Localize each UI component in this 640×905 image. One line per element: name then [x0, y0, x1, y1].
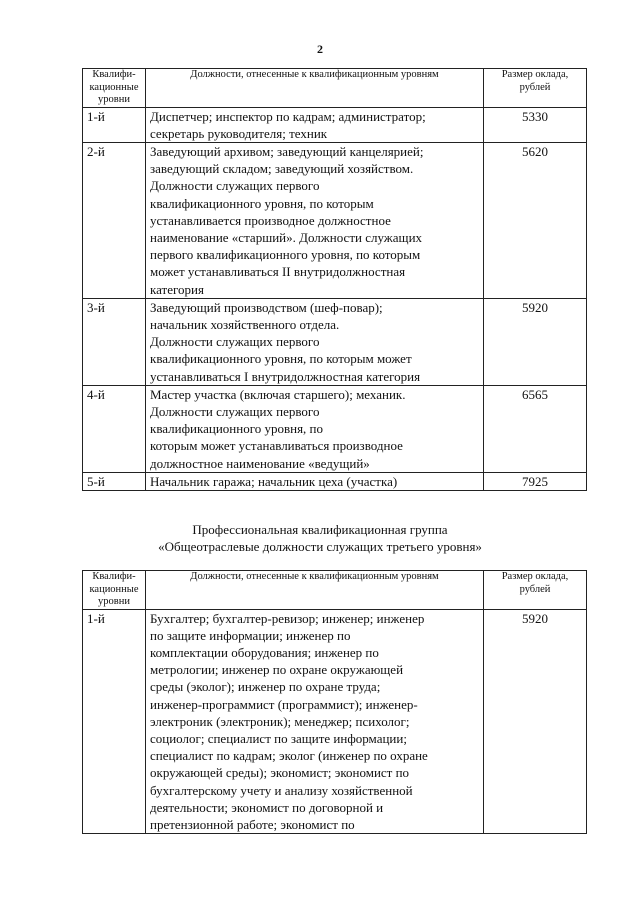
salary-cell: 5920 — [484, 609, 587, 834]
table-row — [83, 609, 587, 834]
positions-line: среды (эколог); инженер по охране труда; — [150, 679, 381, 695]
positions-line: бухгалтерскому учету и анализу хозяйственной — [150, 782, 413, 798]
positions-line: квалификационного уровня, по которым — [150, 195, 374, 211]
salary-cell: 7925 — [484, 472, 587, 490]
positions-line: должностное наименование «ведущий» — [150, 455, 370, 471]
table-row — [83, 472, 587, 490]
positions-cell — [146, 142, 484, 298]
positions-line: может устанавливаться II внутридолжностная — [150, 264, 406, 280]
positions-line: заведующий складом; заведующий хозяйством. — [150, 161, 414, 177]
positions-line: Заведующий архивом; заведующий канцелярией; — [150, 143, 424, 159]
positions-cell — [146, 609, 484, 834]
positions-line: Диспетчер; инспектор по кадрам; администратор; — [150, 108, 426, 124]
group-title-line-1: Профессиональная квалификационная группа — [192, 522, 448, 537]
positions-line: метрологии; инженер по охране окружающей — [150, 662, 404, 678]
table-header-row — [83, 571, 587, 610]
qualification-table-1 — [82, 68, 587, 491]
salary-cell: 5920 — [484, 298, 587, 385]
positions-line: начальник хозяйственного отдела. — [150, 316, 340, 332]
group-title-line-2: «Общеотраслевые должности служащих третьего уровня» — [158, 539, 482, 554]
positions-line: которым может устанавливаться производное — [150, 438, 403, 454]
positions-cell — [146, 107, 484, 142]
positions-line: электроник (электроник); менеджер; психолог; — [150, 713, 410, 729]
positions-line: Должности служащих первого — [150, 334, 320, 350]
positions-cell — [146, 385, 484, 472]
positions-cell — [146, 298, 484, 385]
level-cell: 4-й — [83, 385, 146, 472]
level-cell: 3-й — [83, 298, 146, 385]
level-cell: 2-й — [83, 142, 146, 298]
header-salary: Размер оклада, рублей — [484, 571, 587, 610]
table-row — [83, 107, 587, 142]
table-header-row — [83, 69, 587, 108]
positions-line: инженер-программист (программист); инженер- — [150, 696, 418, 712]
positions-line: наименование «старший». Должности служащих — [150, 229, 423, 245]
page-number: 2 — [317, 42, 323, 56]
positions-line: первого квалификационного уровня, по которым — [150, 247, 421, 263]
level-cell: 1-й — [83, 107, 146, 142]
positions-line: устанавливается производное должностное — [150, 212, 391, 228]
positions-line: социолог; специалист по защите информации; — [150, 730, 407, 746]
header-level: Квалифи- кационные уровни — [83, 69, 146, 108]
positions-line: Должности служащих первого — [150, 178, 320, 194]
level-cell: 5-й — [83, 472, 146, 490]
positions-line: Должности служащих первого — [150, 403, 320, 419]
header-positions: Должности, отнесенные к квалификационным уровням — [146, 571, 484, 610]
header-level: Квалифи- кационные уровни — [83, 571, 146, 610]
group-title — [0, 521, 640, 555]
level-cell: 1-й — [83, 609, 146, 834]
positions-line: Мастер участка (включая старшего); механик. — [150, 386, 406, 402]
positions-line: Бухгалтер; бухгалтер-ревизор; инженер; инженер — [150, 610, 425, 626]
positions-line: Начальник гаража; начальник цеха (участка) — [150, 473, 398, 489]
positions-line: комплектации оборудования; инженер по — [150, 644, 379, 660]
table-row — [83, 385, 587, 472]
positions-cell — [146, 472, 484, 490]
salary-cell: 6565 — [484, 385, 587, 472]
positions-line: квалификационного уровня, по которым может — [150, 351, 412, 367]
positions-line: устанавливаться I внутридолжностная категория — [150, 368, 421, 384]
positions-line: квалификационного уровня, по — [150, 421, 323, 437]
positions-line: претензионной работе; экономист по — [150, 816, 355, 832]
positions-line: окружающей среды); экономист; экономист по — [150, 765, 410, 781]
header-salary: Размер оклада, рублей — [484, 69, 587, 108]
positions-line: секретарь руководителя; техник — [150, 125, 328, 141]
positions-line: Заведующий производством (шеф-повар); — [150, 299, 383, 315]
table-row — [83, 298, 587, 385]
positions-line: категория — [150, 281, 204, 297]
qualification-table-2 — [82, 570, 587, 834]
salary-cell: 5330 — [484, 107, 587, 142]
positions-line: деятельности; экономист по договорной и — [150, 799, 384, 815]
table-row — [83, 142, 587, 298]
positions-line: по защите информации; инженер по — [150, 627, 351, 643]
header-positions: Должности, отнесенные к квалификационным уровням — [146, 69, 484, 108]
positions-line: специалист по кадрам; эколог (инженер по охране — [150, 748, 428, 764]
salary-cell: 5620 — [484, 142, 587, 298]
